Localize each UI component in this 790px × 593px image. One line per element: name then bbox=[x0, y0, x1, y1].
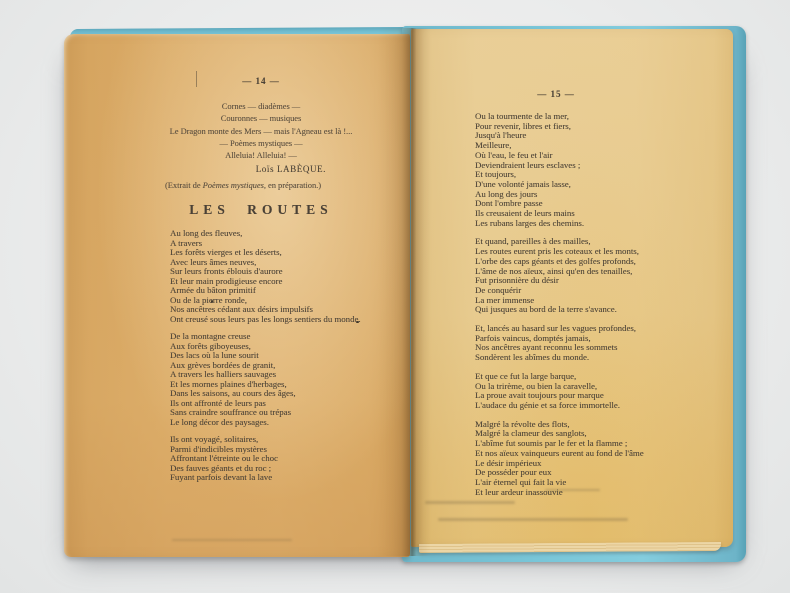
poem-line: De posséder pour eux bbox=[475, 467, 552, 478]
stanza bbox=[475, 324, 727, 363]
poem-line: Des fauves géants et du roc ; bbox=[170, 462, 272, 473]
poem-line: L'air éternel qui fait la vie bbox=[475, 476, 567, 487]
stanza bbox=[149, 229, 373, 324]
poem-line: Parmi d'indicibles mystères bbox=[170, 443, 267, 454]
poem-line: Et leur main prodigieuse encore bbox=[170, 275, 283, 286]
poem-line: Et toujours, bbox=[475, 169, 517, 180]
poem-line: La mer immense bbox=[475, 294, 535, 305]
left-page bbox=[64, 34, 410, 557]
poem-line: A travers les halliers sauvages bbox=[170, 369, 277, 380]
extract-note-suffix: , en préparation.) bbox=[263, 181, 322, 191]
poem-line: Jusqu'à l'heure bbox=[475, 130, 527, 141]
poem-line: Et quand, pareilles à des mailles, bbox=[475, 236, 591, 247]
poem-line: Qui jusques au bord de la terre s'avance. bbox=[475, 304, 617, 315]
poem-line: Des lacs où la lune sourit bbox=[170, 350, 259, 361]
poem-line: A travers bbox=[170, 237, 203, 248]
poem-line: Et les mornes plaines d'herbages, bbox=[170, 378, 287, 389]
poem-line: Les forêts vierges et les déserts, bbox=[170, 247, 282, 258]
poem-line: De la montagne creuse bbox=[170, 331, 251, 342]
poem-line: Dont l'ombre passe bbox=[475, 198, 543, 209]
author-signature: Loïs LABÈQUE. bbox=[255, 164, 326, 175]
epigraph-line: — Poèmes mystiques — bbox=[219, 138, 303, 148]
stanza bbox=[149, 435, 373, 483]
poem-line: Dans les saisons, au cours des âges, bbox=[170, 388, 296, 399]
poem-line: Armée du bâton primitif bbox=[170, 285, 256, 296]
right-page bbox=[411, 29, 733, 547]
epigraph-line: Couronnes — musiques bbox=[220, 114, 302, 124]
poem-line: Les routes eurent pris les coteaux et les monts, bbox=[475, 246, 639, 257]
poem-line: Ou la trirème, ou bien la caravelle, bbox=[475, 380, 598, 391]
poem-line: Ou la tourmente de la mer, bbox=[475, 111, 569, 121]
stain bbox=[172, 539, 292, 541]
poem-line: Avec leurs âmes neuves, bbox=[170, 256, 257, 267]
poem-line: D'une volonté jamais lasse, bbox=[475, 178, 571, 189]
stain bbox=[438, 518, 628, 521]
epigraph-line: Alleluia! Alleluia! — bbox=[225, 151, 297, 161]
poem-line: Fut prisonnière du désir bbox=[475, 275, 559, 286]
poem-line: Le désir impérieux bbox=[475, 457, 542, 468]
stanza bbox=[149, 332, 373, 427]
poem-line: Sur leurs fronts éblouis d'aurore bbox=[170, 266, 283, 277]
poem-line: De conquérir bbox=[475, 284, 522, 295]
page-number-left: — 14 — bbox=[242, 76, 280, 86]
epigraph bbox=[149, 101, 373, 162]
poem-line: Malgré la révolte des flots, bbox=[475, 418, 570, 429]
stain bbox=[545, 489, 600, 491]
poem-line: Ils creusaient de leurs mains bbox=[475, 208, 575, 219]
poem-line: Ou de la pierre ronde, bbox=[170, 294, 247, 305]
poem-line: L'audace du génie et sa force immortelle. bbox=[475, 399, 620, 410]
extract-note-prefix: (Extrait de bbox=[165, 181, 203, 191]
poem-line: Nos ancêtres ayant reconnu les sommets bbox=[475, 342, 618, 353]
stanza bbox=[475, 112, 727, 228]
poem-line: L'orbe des caps géants et des golfes profonds, bbox=[475, 255, 636, 266]
epigraph-line: Le Dragon monte des Mers — mais l'Agneau est là !... bbox=[169, 126, 353, 136]
poem-line: Affrontant l'étreinte ou le choc bbox=[170, 453, 278, 464]
poem-line: Nos ancêtres cédant aux désirs impulsifs bbox=[170, 304, 313, 315]
poem-line: Ils ont voyagé, solitaires, bbox=[170, 434, 259, 445]
poem-line: Et nos aïeux vainqueurs eurent au fond de l'âme bbox=[475, 447, 644, 458]
poem-title: LES ROUTES bbox=[189, 202, 333, 218]
poem-line: Meilleure, bbox=[475, 140, 512, 151]
poem-line: Les rubans larges des chemins. bbox=[475, 217, 585, 228]
poem-line: La proue avait toujours pour marque bbox=[475, 390, 604, 401]
stain bbox=[425, 501, 515, 504]
poem-line: Aux forêts giboyeuses, bbox=[170, 340, 251, 351]
poem-line: Et que ce fut la large barque, bbox=[475, 370, 577, 381]
poem-line: Pour revenir, libres et fiers, bbox=[475, 120, 571, 131]
stanza bbox=[475, 420, 727, 498]
poem-line: L'abîme fut soumis par le fer et la flamme ; bbox=[475, 438, 628, 449]
poem-line: Et leur ardeur inassouvie bbox=[475, 486, 563, 497]
poem-line: Parfois vaincus, domptés jamais, bbox=[475, 332, 591, 343]
extract-note bbox=[149, 181, 373, 192]
stanza bbox=[475, 372, 727, 411]
poem-line: Sondèrent les abîmes du monde. bbox=[475, 352, 590, 363]
page-number-right: — 15 — bbox=[537, 89, 575, 99]
stanza bbox=[475, 237, 727, 315]
poem-line: Le long décor des paysages. bbox=[170, 416, 269, 427]
poem-line: Et, lancés au hasard sur les vagues profondes, bbox=[475, 323, 636, 334]
right-page-content bbox=[475, 29, 727, 497]
poem-line: Fuyant parfois devant la lave bbox=[170, 472, 273, 483]
poem-line: Où l'eau, le feu et l'air bbox=[475, 149, 553, 160]
poem-line: Au long des fleuves, bbox=[170, 228, 243, 239]
poem-line: Deviendraient leurs esclaves ; bbox=[475, 159, 581, 170]
poem-line: Au long des jours bbox=[475, 188, 538, 199]
poem-line: Sans craindre souffrance ou trépas bbox=[170, 407, 291, 418]
extract-note-title: Poèmes mystiques bbox=[202, 181, 264, 191]
poem-line: Malgré la clameur des sanglots, bbox=[475, 428, 587, 439]
poem-line: Ont creusé sous leurs pas les longs sentiers du monde. bbox=[170, 313, 361, 324]
poem-line: Aux grèves bordées de granit, bbox=[170, 359, 276, 370]
poem-line: Ils ont affronté de leurs pas bbox=[170, 397, 266, 408]
poem-line: L'âme de nos aïeux, ainsi qu'en des tenailles, bbox=[475, 265, 633, 276]
left-page-content bbox=[149, 34, 373, 483]
epigraph-line: Cornes — diadèmes — bbox=[221, 102, 301, 111]
